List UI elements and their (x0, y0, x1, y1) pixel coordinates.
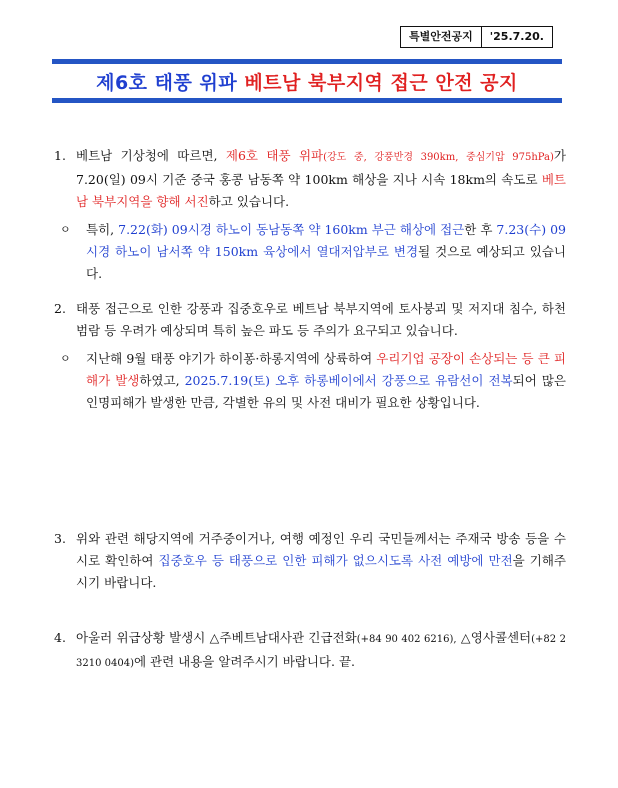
page-title (96, 68, 518, 95)
highlight-red: 제6호 태풍 위파 (225, 148, 324, 163)
typhoon-spec: (강도 중, 강풍반경 390km, 중심기압 975hPa) (323, 152, 554, 163)
section-3 (54, 528, 566, 594)
sub-text: 지난해 9월 태풍 야기가 하이퐁·하롱지역에 상륙하여 우리기업 공장이 손상되는 등 큰 피해가 발생하였고, 2025.7.19(토) 오후 하롱베이에서 강풍으로 유람선이 전복되어 많은 인명피해가 발생한 만큼, 각별한 유의 및 사전 대비가 필요한 상황입니다. (86, 351, 567, 410)
item-text: 태풍 접근으로 인한 강풍과 집중호우로 베트남 북부지역에 토사붕괴 및 저지대 침수, 하천 범람 등 우려가 예상되며 특히 높은 파도 등 주의가 요구되고 있습니다. (76, 301, 566, 338)
consular-phone: (+82 2 3210 0404) (76, 634, 567, 669)
highlight-blue: 7.23(수) 09시경 하노이 남서쪽 약 150km 육상에서 열대저압부로 변경 (86, 222, 566, 259)
item-text: 위와 관련 해당지역에 거주중이거나, 여행 예정인 우리 국민들께서는 주재국 방송 등을 수시로 확인하여 집중호우 등 태풍으로 인한 피해가 없으시도록 사전 예방에 만전을 기해주시기 바랍니다. (76, 531, 566, 590)
list-item (54, 627, 566, 675)
item-number: 2. (54, 301, 66, 316)
section-1 (54, 145, 566, 285)
notice-type-label: 특별안전공지 (401, 27, 482, 47)
sub-text: 특히, 7.22(화) 09시경 하노이 동남동쪽 약 160km 부근 해상에 접근한 후 7.23(수) 09시경 하노이 남서쪽 약 150km 육상에서 열대저압부로 변경될 것으로 예상되고 있습니다. (86, 222, 566, 281)
highlight-blue: 2025.7.19(토) 오후 하롱베이에서 강풍으로 유람선이 전복 (184, 373, 513, 388)
sub-bullet (60, 219, 566, 285)
item-text: 아울러 위급상황 발생시 △주베트남대사관 긴급전화(+84 90 402 6216), △영사콜센터(+82 2 3210 0404)에 관련 내용을 알려주시기 바랍니다. 끝. (76, 630, 567, 669)
bullet-icon: ㅇ (60, 352, 71, 365)
highlight-blue: 7.22(화) 09시경 하노이 동남동쪽 약 160km 부근 해상에 접근 (118, 222, 465, 237)
item-number: 1. (54, 148, 66, 163)
section-2 (54, 298, 566, 414)
embassy-phone: (+84 90 402 6216), (356, 634, 457, 645)
title-typhoon-name: 제6호 태풍 위파 (96, 71, 238, 94)
highlight-red: 우리기업 공장이 손상되는 등 큰 피해가 발생 (86, 351, 567, 388)
notice-date: '25.7.20. (489, 30, 544, 43)
bullet-icon: ㅇ (60, 223, 71, 236)
notice-header-box (400, 26, 553, 48)
list-item (54, 528, 566, 594)
title-subject: 베트남 북부지역 접근 안전 공지 (244, 71, 518, 94)
section-4 (54, 627, 566, 675)
list-item (54, 298, 566, 342)
highlight-red: 베트남 북부지역을 향해 서진 (76, 172, 566, 209)
item-number: 3. (54, 531, 66, 546)
item-text: 베트남 기상청에 따르면, 제6호 태풍 위파(강도 중, 강풍반경 390km, 중심기압 975hPa)가 7.20(일) 09시 기준 중국 홍콩 남동쪽 약 100km 해상을 지나 시속 18km의 속도로 베트남 북부지역을 향해 서진하고 있습니다. (76, 148, 566, 209)
highlight-blue: 집중호우 등 태풍으로 인한 피해가 없으시도록 사전 예방에 만전 (158, 553, 513, 568)
title-banner (52, 59, 562, 103)
item-number: 4. (54, 630, 66, 645)
list-item (54, 145, 566, 213)
sub-bullet (60, 348, 566, 414)
